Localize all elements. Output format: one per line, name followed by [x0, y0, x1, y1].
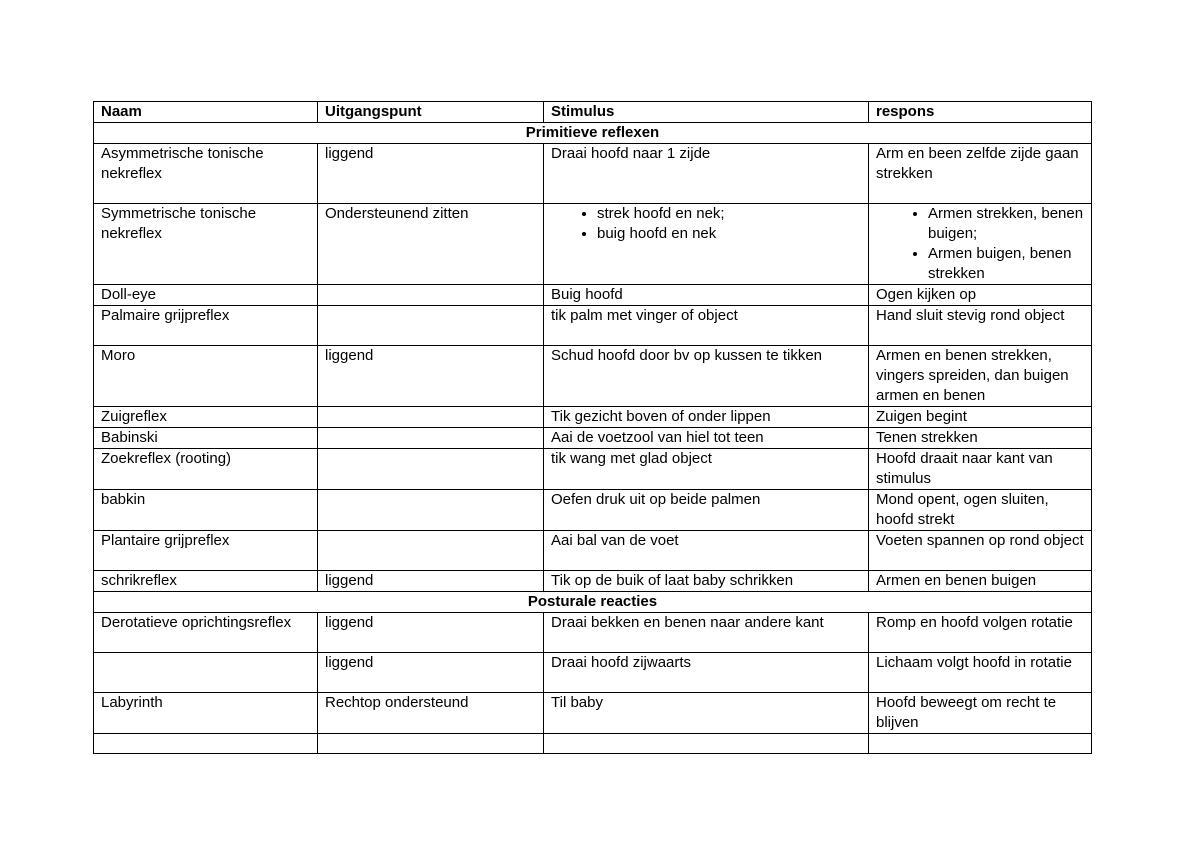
naam-cell: Zuigreflex — [94, 407, 318, 428]
header-naam: Naam — [94, 102, 318, 123]
table-row — [94, 653, 1092, 693]
naam-cell: Symmetrische tonische nekreflex — [94, 204, 318, 285]
header-stimulus: Stimulus — [544, 102, 869, 123]
uitgangspunt-cell: liggend — [318, 613, 544, 653]
respons-cell: Tenen strekken — [869, 428, 1092, 449]
uitgangspunt-cell: Ondersteunend zitten — [318, 204, 544, 285]
stimulus-list — [551, 204, 862, 244]
naam-cell — [94, 653, 318, 693]
stimulus-cell — [544, 734, 869, 754]
stimulus-cell: Buig hoofd — [544, 285, 869, 306]
respons-cell: Hoofd draait naar kant van stimulus — [869, 449, 1092, 490]
respons-cell: Zuigen begint — [869, 407, 1092, 428]
stimulus-cell — [544, 204, 869, 285]
stimulus-cell: Tik op de buik of laat baby schrikken — [544, 571, 869, 592]
reflex-table — [93, 101, 1092, 754]
stimulus-cell: Til baby — [544, 693, 869, 734]
header-row — [94, 102, 1092, 123]
uitgangspunt-cell — [318, 490, 544, 531]
respons-cell: Armen en benen strekken, vingers spreiden, dan buigen armen en benen — [869, 346, 1092, 407]
table-row — [94, 693, 1092, 734]
section-row — [94, 592, 1092, 613]
naam-cell: babkin — [94, 490, 318, 531]
uitgangspunt-cell — [318, 428, 544, 449]
uitgangspunt-cell — [318, 407, 544, 428]
uitgangspunt-cell: liggend — [318, 144, 544, 204]
naam-cell: Babinski — [94, 428, 318, 449]
section-row — [94, 123, 1092, 144]
respons-cell: Mond opent, ogen sluiten, hoofd strekt — [869, 490, 1092, 531]
table-row — [94, 571, 1092, 592]
table-row — [94, 285, 1092, 306]
naam-cell: Asymmetrische tonische nekreflex — [94, 144, 318, 204]
uitgangspunt-cell — [318, 734, 544, 754]
header-uitgangspunt: Uitgangspunt — [318, 102, 544, 123]
stimulus-cell: Oefen druk uit op beide palmen — [544, 490, 869, 531]
uitgangspunt-cell — [318, 531, 544, 571]
table-row — [94, 449, 1092, 490]
table-row — [94, 144, 1092, 204]
respons-cell: Arm en been zelfde zijde gaan strekken — [869, 144, 1092, 204]
uitgangspunt-cell: liggend — [318, 571, 544, 592]
naam-cell: Zoekreflex (rooting) — [94, 449, 318, 490]
table-row — [94, 204, 1092, 285]
naam-cell: schrikreflex — [94, 571, 318, 592]
uitgangspunt-cell: liggend — [318, 653, 544, 693]
table-row — [94, 734, 1092, 754]
stimulus-cell: Draai hoofd naar 1 zijde — [544, 144, 869, 204]
list-item: • Armen strekken, benen buigen; — [928, 204, 1085, 244]
table-row — [94, 428, 1092, 449]
section-title: Primitieve reflexen — [94, 123, 1092, 144]
uitgangspunt-cell — [318, 306, 544, 346]
respons-cell: Ogen kijken op — [869, 285, 1092, 306]
respons-cell — [869, 204, 1092, 285]
naam-cell: Plantaire grijpreflex — [94, 531, 318, 571]
table-row — [94, 490, 1092, 531]
respons-cell: Lichaam volgt hoofd in rotatie — [869, 653, 1092, 693]
list-item: • buig hoofd en nek — [597, 224, 862, 244]
respons-cell: Armen en benen buigen — [869, 571, 1092, 592]
list-item: • strek hoofd en nek; — [597, 204, 862, 224]
uitgangspunt-cell — [318, 285, 544, 306]
stimulus-cell: tik palm met vinger of object — [544, 306, 869, 346]
respons-cell: Hand sluit stevig rond object — [869, 306, 1092, 346]
stimulus-cell: Aai de voetzool van hiel tot teen — [544, 428, 869, 449]
uitgangspunt-cell: liggend — [318, 346, 544, 407]
naam-cell: Doll-eye — [94, 285, 318, 306]
table-row — [94, 407, 1092, 428]
respons-cell: Hoofd beweegt om recht te blijven — [869, 693, 1092, 734]
naam-cell: Moro — [94, 346, 318, 407]
naam-cell — [94, 734, 318, 754]
table-row — [94, 306, 1092, 346]
table-row — [94, 613, 1092, 653]
stimulus-cell: Aai bal van de voet — [544, 531, 869, 571]
naam-cell: Labyrinth — [94, 693, 318, 734]
uitgangspunt-cell: Rechtop ondersteund — [318, 693, 544, 734]
header-respons: respons — [869, 102, 1092, 123]
table-row — [94, 531, 1092, 571]
stimulus-cell: Tik gezicht boven of onder lippen — [544, 407, 869, 428]
respons-list — [876, 204, 1085, 284]
stimulus-cell: Draai hoofd zijwaarts — [544, 653, 869, 693]
naam-cell: Derotatieve oprichtingsreflex — [94, 613, 318, 653]
stimulus-cell: Schud hoofd door bv op kussen te tikken — [544, 346, 869, 407]
list-item: • Armen buigen, benen strekken — [928, 244, 1085, 284]
stimulus-cell: tik wang met glad object — [544, 449, 869, 490]
uitgangspunt-cell — [318, 449, 544, 490]
naam-cell: Palmaire grijpreflex — [94, 306, 318, 346]
respons-cell — [869, 734, 1092, 754]
section-title: Posturale reacties — [94, 592, 1092, 613]
respons-cell: Voeten spannen op rond object — [869, 531, 1092, 571]
respons-cell: Romp en hoofd volgen rotatie — [869, 613, 1092, 653]
stimulus-cell: Draai bekken en benen naar andere kant — [544, 613, 869, 653]
table-row — [94, 346, 1092, 407]
